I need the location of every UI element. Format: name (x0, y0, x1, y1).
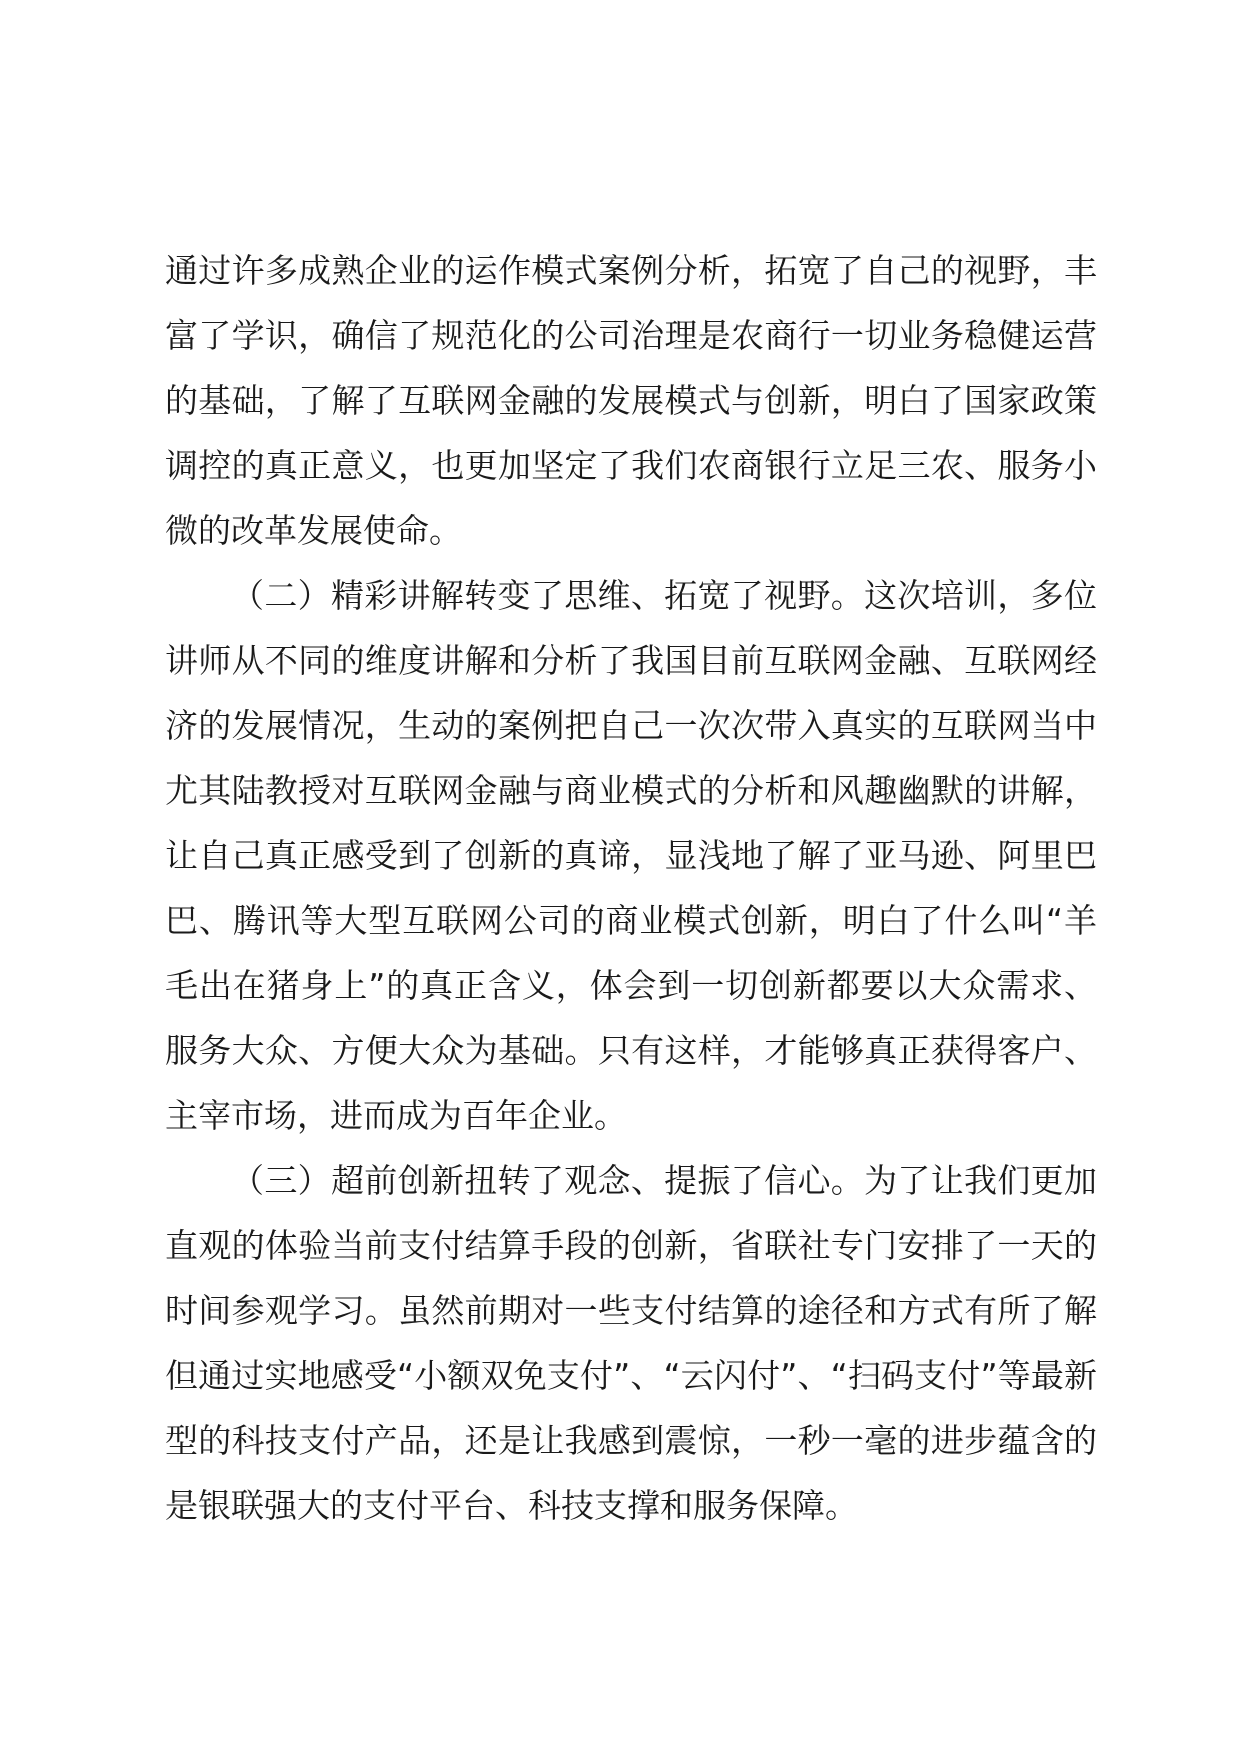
body-text (165, 238, 1097, 1538)
paragraph-section-two: （二）精彩讲解转变了思维、拓宽了视野。这次培训，多位讲师从不同的维度讲解和分析了我国目前互联网金融、互联网经济的发展情况，生动的案例把自己一次次带入真实的互联网当中尤其陆教授对互联网金融与商业模式的分析和风趣幽默的讲解，让自己真正感受到了创新的真谛，显浅地了解了亚马逊、阿里巴巴、腾讯等大型互联网公司的商业模式创新，明白了什么叫“羊毛出在猪身上”的真正含义，体会到一切创新都要以大众需求、服务大众、方便大众为基础。只有这样，才能够真正获得客户、主宰市场，进而成为百年企业。 (165, 576, 1097, 1135)
paragraph-section-three: （三）超前创新扭转了观念、提振了信心。为了让我们更加直观的体验当前支付结算手段的创新，省联社专门安排了一天的时间参观学习。虽然前期对一些支付结算的途径和方式有所了解但通过实地感受“小额双免支付”、“云闪付”、“扫码支付”等最新型的科技支付产品，还是让我感到震惊，一秒一毫的进步蕴含的是银联强大的支付平台、科技支撑和服务保障。 (165, 1161, 1097, 1525)
paragraph-continuation: 通过许多成熟企业的运作模式案例分析，拓宽了自己的视野，丰富了学识，确信了规范化的公司治理是农商行一切业务稳健运营的基础，了解了互联网金融的发展模式与创新，明白了国家政策调控的真正意义，也更加坚定了我们农商银行立足三农、服务小微的改革发展使命。 (165, 251, 1097, 550)
